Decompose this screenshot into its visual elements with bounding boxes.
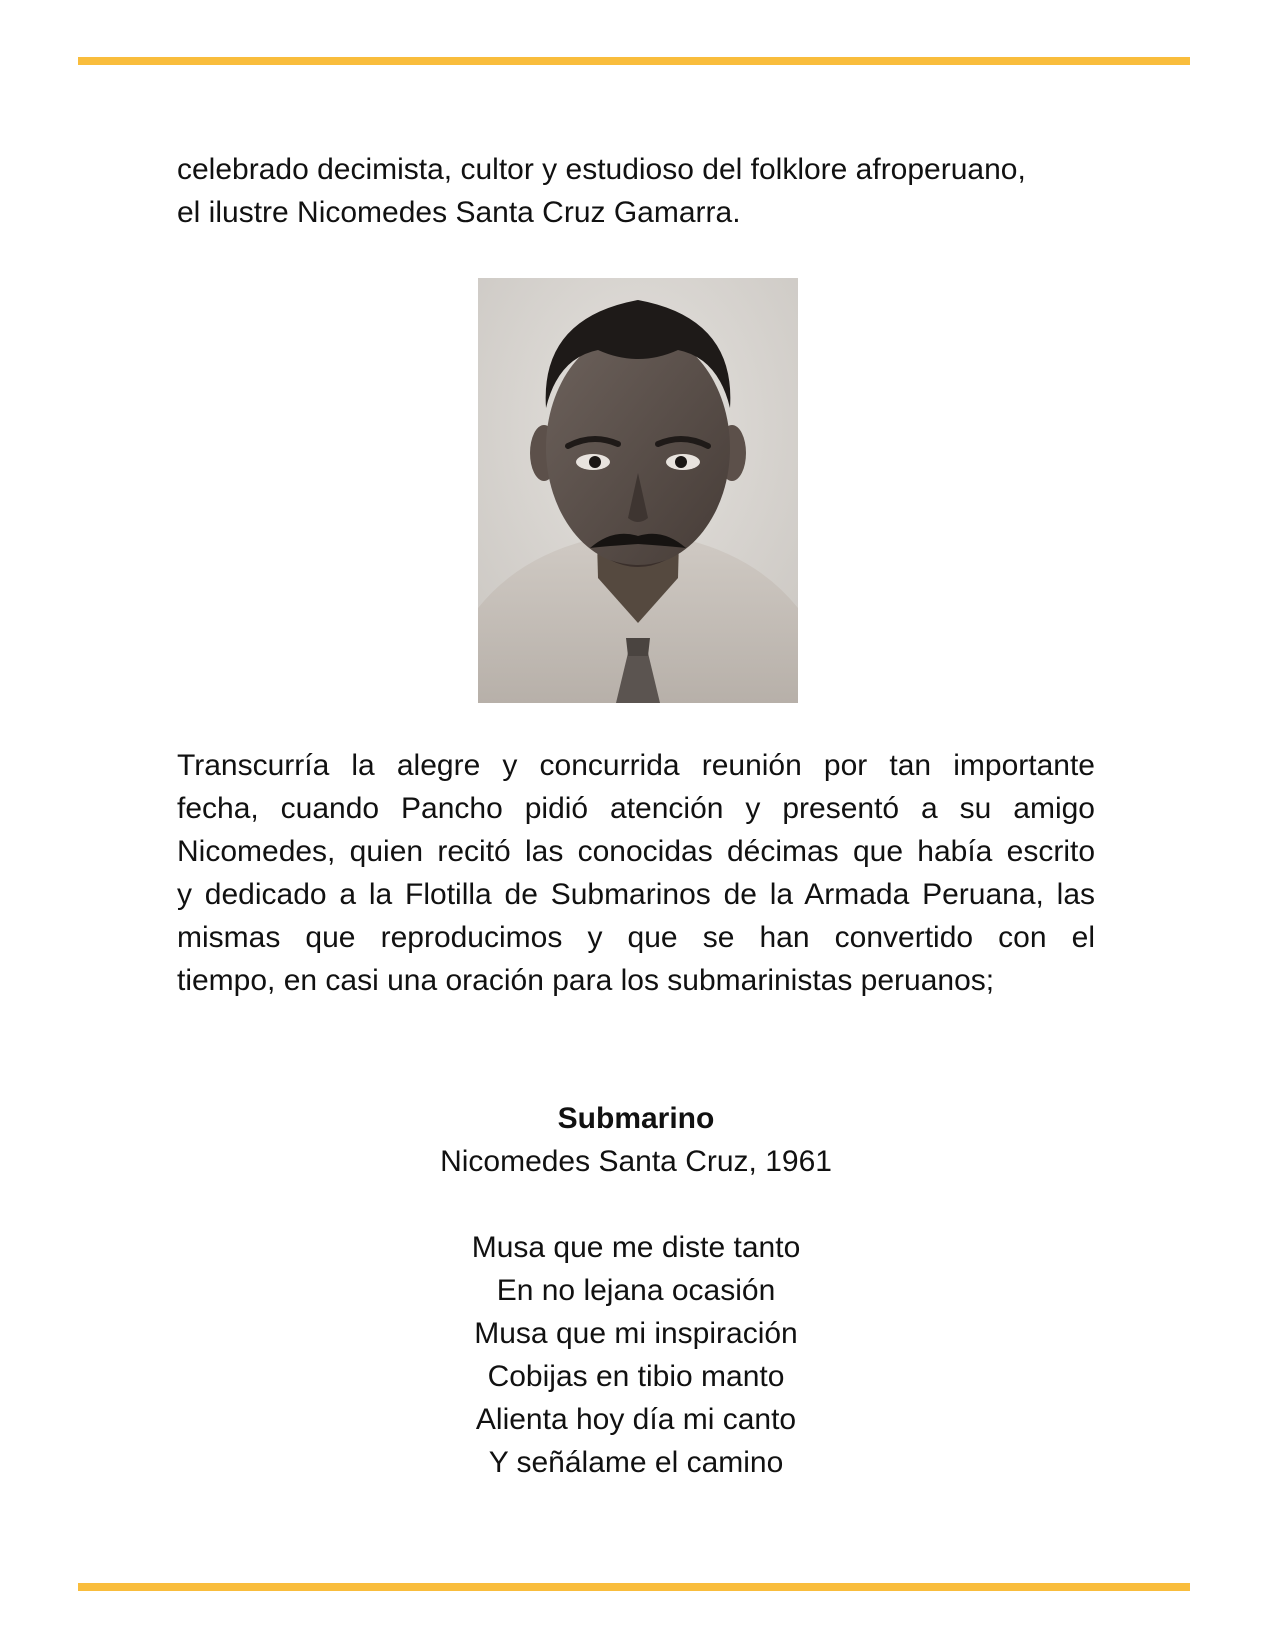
verse-line: Musa que me diste tanto: [471, 1231, 801, 1264]
verse-line: En no lejana ocasión: [496, 1274, 776, 1307]
paragraph-line: tiempo, en casi una oración para los submarinistas peruanos;: [177, 964, 995, 997]
bottom-divider: [78, 1583, 1190, 1591]
portrait-photo-icon: [478, 278, 798, 703]
poem-verses: [177, 1226, 1095, 1484]
poem-title: Submarino: [557, 1102, 715, 1135]
verse-line: Musa que mi inspiración: [474, 1317, 798, 1350]
paragraph-line: Transcurría la alegre y concurrida reunión por tan importante: [177, 749, 1095, 782]
verse-line: Y señálame el camino: [488, 1446, 784, 1479]
paragraph-line: Nicomedes, quien recitó las conocidas décimas que había escrito: [177, 835, 1095, 868]
verse-line: Cobijas en tibio manto: [487, 1360, 785, 1393]
paragraph-line: y dedicado a la Flotilla de Submarinos de la Armada Peruana, las: [177, 878, 1095, 911]
paragraph-line: mismas que reproducimos y que se han convertido con el: [177, 921, 1095, 954]
poem-author: Nicomedes Santa Cruz, 1961: [440, 1145, 832, 1178]
story-paragraph: [177, 744, 1095, 1002]
paragraph-line: el ilustre Nicomedes Santa Cruz Gamarra.: [177, 196, 741, 229]
verse-line: Alienta hoy día mi canto: [475, 1403, 797, 1436]
paragraph-line: celebrado decimista, cultor y estudioso del folklore afroperuano,: [177, 153, 1026, 186]
paragraph-line: fecha, cuando Pancho pidió atención y presentó a su amigo: [177, 792, 1095, 825]
intro-paragraph: [177, 148, 1095, 234]
top-divider: [78, 57, 1190, 65]
